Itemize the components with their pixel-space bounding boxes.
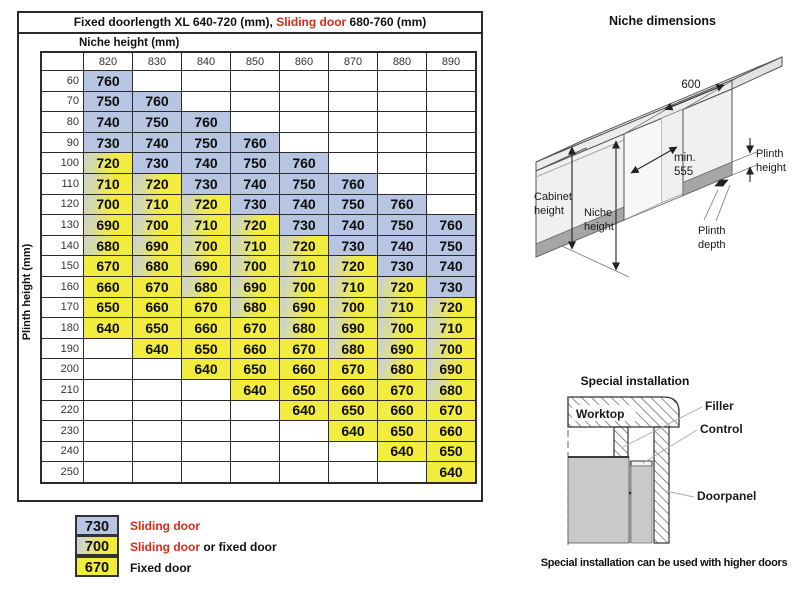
legend-item-both xyxy=(75,536,277,557)
door-length-cell: 660 xyxy=(280,359,329,380)
door-length-cell: 700 xyxy=(329,297,378,318)
row-header: 220 xyxy=(41,400,84,421)
corner-cell xyxy=(41,52,84,71)
row-header: 180 xyxy=(41,318,84,339)
plinth-height-label-1: Plinth xyxy=(756,148,784,160)
door-length-cell: 650 xyxy=(133,318,182,339)
table-row xyxy=(41,153,476,174)
door-length-cell xyxy=(378,132,427,153)
door-length-cell xyxy=(231,91,280,112)
door-length-cell: 710 xyxy=(280,256,329,277)
legend-label-fixed: Fixed door xyxy=(130,560,192,575)
door-length-cell xyxy=(427,91,477,112)
plinth-depth-leader-1 xyxy=(704,190,718,220)
door-length-cell: 750 xyxy=(329,194,378,215)
door-length-cell: 740 xyxy=(133,132,182,153)
door-length-cell xyxy=(378,71,427,92)
door-length-cell xyxy=(231,441,280,462)
door-length-cell: 730 xyxy=(84,132,133,153)
door-length-cell xyxy=(280,421,329,442)
door-length-cell: 710 xyxy=(329,276,378,297)
door-length-cell: 760 xyxy=(231,132,280,153)
door-length-table xyxy=(40,51,477,484)
door-length-cell: 650 xyxy=(378,421,427,442)
door-length-cell xyxy=(378,91,427,112)
column-header: 880 xyxy=(378,52,427,71)
door-length-cell: 750 xyxy=(182,132,231,153)
door-length-cell xyxy=(378,462,427,483)
door-length-cell xyxy=(182,441,231,462)
row-header: 230 xyxy=(41,421,84,442)
door-length-cell: 640 xyxy=(231,379,280,400)
door-length-table-panel xyxy=(17,11,483,502)
door-length-cell xyxy=(231,421,280,442)
column-header: 870 xyxy=(329,52,378,71)
special-installation-diagram xyxy=(545,391,795,547)
door-length-cell: 730 xyxy=(133,153,182,174)
row-header: 80 xyxy=(41,112,84,133)
door-length-cell xyxy=(84,421,133,442)
legend-swatch-both: 700 xyxy=(75,535,119,556)
door-length-cell: 640 xyxy=(378,441,427,462)
door-length-cell xyxy=(378,173,427,194)
door-length-cell: 680 xyxy=(231,297,280,318)
table-title xyxy=(19,13,481,34)
door-length-cell xyxy=(427,153,477,174)
door-length-cell: 720 xyxy=(329,256,378,277)
door-length-cell: 660 xyxy=(329,379,378,400)
door-length-cell xyxy=(133,359,182,380)
door-length-cell: 660 xyxy=(133,297,182,318)
door-length-cell: 760 xyxy=(329,173,378,194)
row-header: 240 xyxy=(41,441,84,462)
legend-label-both: Sliding door or fixed door xyxy=(130,539,277,554)
door-length-cell: 700 xyxy=(378,318,427,339)
door-length-cell: 710 xyxy=(427,318,477,339)
row-header: 210 xyxy=(41,379,84,400)
hinge-dot xyxy=(629,492,632,495)
door-length-cell xyxy=(378,112,427,133)
plinth-height-label-2: height xyxy=(756,162,786,174)
door-length-cell xyxy=(280,462,329,483)
door-length-cell xyxy=(133,400,182,421)
door-length-cell xyxy=(329,71,378,92)
door-table-body xyxy=(41,71,476,483)
table-row xyxy=(41,71,476,92)
door-length-cell xyxy=(182,421,231,442)
door-length-cell: 650 xyxy=(427,441,477,462)
door-length-cell xyxy=(84,379,133,400)
door-length-cell: 680 xyxy=(84,235,133,256)
niche-height-label-2: height xyxy=(584,221,614,233)
niche-height-label-1: Niche xyxy=(584,207,613,219)
table-row xyxy=(41,256,476,277)
row-header: 90 xyxy=(41,132,84,153)
door-length-cell xyxy=(182,462,231,483)
door-length-cell: 710 xyxy=(84,173,133,194)
door-length-cell: 650 xyxy=(231,359,280,380)
door-length-cell: 750 xyxy=(133,112,182,133)
door-length-cell: 720 xyxy=(231,215,280,236)
door-length-cell xyxy=(182,71,231,92)
niche-dimensions-diagram xyxy=(528,30,796,320)
door-length-cell xyxy=(280,91,329,112)
door-length-cell: 720 xyxy=(378,276,427,297)
row-header: 110 xyxy=(41,173,84,194)
door-length-cell: 660 xyxy=(231,338,280,359)
door-length-cell: 650 xyxy=(280,379,329,400)
door-length-cell: 670 xyxy=(84,256,133,277)
table-row xyxy=(41,132,476,153)
row-header: 140 xyxy=(41,235,84,256)
door-length-cell: 640 xyxy=(329,421,378,442)
niche-height-axis-label: Niche height (mm) xyxy=(79,37,180,49)
door-length-cell: 680 xyxy=(378,359,427,380)
door-length-cell: 690 xyxy=(231,276,280,297)
door-length-cell: 740 xyxy=(182,153,231,174)
door-length-cell xyxy=(329,132,378,153)
table-row xyxy=(41,379,476,400)
door-length-cell: 700 xyxy=(280,276,329,297)
worktop-end-face xyxy=(732,57,782,89)
legend-swatch-sliding: 730 xyxy=(75,515,119,536)
door-length-cell: 720 xyxy=(280,235,329,256)
door-length-cell: 660 xyxy=(182,318,231,339)
door-length-cell xyxy=(427,112,477,133)
control-strip xyxy=(631,461,652,466)
special-installation-caption: Special installation can be used with higher doors xyxy=(540,557,788,569)
door-length-cell: 720 xyxy=(427,297,477,318)
door-length-cell: 660 xyxy=(84,276,133,297)
door-length-cell: 670 xyxy=(329,359,378,380)
door-length-cell xyxy=(280,112,329,133)
cabinet-section xyxy=(568,457,629,543)
door-length-cell: 680 xyxy=(280,318,329,339)
column-header: 860 xyxy=(280,52,329,71)
door-length-cell: 690 xyxy=(378,338,427,359)
door-length-cell: 750 xyxy=(231,153,280,174)
column-header: 850 xyxy=(231,52,280,71)
door-length-cell: 720 xyxy=(182,194,231,215)
door-length-cell: 760 xyxy=(378,194,427,215)
door-length-cell: 720 xyxy=(84,153,133,174)
door-length-cell: 730 xyxy=(427,276,477,297)
plinth-height-axis-label: Plinth height (mm) xyxy=(21,243,33,341)
door-length-cell: 730 xyxy=(280,215,329,236)
table-row xyxy=(41,400,476,421)
door-length-cell xyxy=(133,379,182,400)
row-header: 120 xyxy=(41,194,84,215)
door-length-cell xyxy=(427,194,477,215)
door-length-cell: 670 xyxy=(231,318,280,339)
column-header: 820 xyxy=(84,52,133,71)
door-length-cell: 750 xyxy=(84,91,133,112)
door-length-cell: 660 xyxy=(427,421,477,442)
door-length-cell xyxy=(280,71,329,92)
legend-swatch-fixed: 670 xyxy=(75,556,119,577)
table-row xyxy=(41,338,476,359)
door-length-cell: 650 xyxy=(84,297,133,318)
row-header: 60 xyxy=(41,71,84,92)
worktop-label: Worktop xyxy=(576,407,625,421)
title-sliding-door-part: Sliding door xyxy=(276,15,347,29)
door-length-cell xyxy=(378,153,427,174)
table-row xyxy=(41,421,476,442)
door-length-cell: 640 xyxy=(280,400,329,421)
table-row xyxy=(41,359,476,380)
door-length-cell: 740 xyxy=(427,256,477,277)
column-header: 840 xyxy=(182,52,231,71)
door-length-cell: 670 xyxy=(182,297,231,318)
filler-section xyxy=(614,427,628,457)
row-header: 160 xyxy=(41,276,84,297)
legend xyxy=(75,515,277,578)
door-length-cell xyxy=(427,132,477,153)
table-row xyxy=(41,235,476,256)
table-row xyxy=(41,173,476,194)
door-length-cell: 700 xyxy=(182,235,231,256)
door-length-cell: 760 xyxy=(427,215,477,236)
door-length-cell: 730 xyxy=(231,194,280,215)
door-length-cell: 680 xyxy=(427,379,477,400)
legend-label-sliding: Sliding door xyxy=(130,518,200,533)
door-length-cell: 670 xyxy=(133,276,182,297)
inner-panel xyxy=(631,466,652,543)
door-length-cell xyxy=(427,71,477,92)
door-length-cell: 700 xyxy=(133,215,182,236)
door-length-cell: 690 xyxy=(427,359,477,380)
plinth-depth-label-2: depth xyxy=(698,239,726,251)
door-length-cell: 740 xyxy=(280,194,329,215)
door-length-cell xyxy=(182,400,231,421)
cabinet-height-label-1: Cabinet xyxy=(534,191,572,203)
door-length-cell: 740 xyxy=(378,235,427,256)
dim-min-label: min. xyxy=(674,152,696,164)
door-length-cell: 710 xyxy=(378,297,427,318)
door-length-cell: 670 xyxy=(280,338,329,359)
door-length-cell xyxy=(280,132,329,153)
door-length-cell xyxy=(84,400,133,421)
door-length-cell: 690 xyxy=(329,318,378,339)
column-header-row xyxy=(41,52,476,71)
cabinet-height-label-2: height xyxy=(534,205,564,217)
door-length-cell: 660 xyxy=(378,400,427,421)
door-length-cell xyxy=(231,462,280,483)
row-header: 100 xyxy=(41,153,84,174)
door-length-cell: 740 xyxy=(231,173,280,194)
door-length-cell: 680 xyxy=(329,338,378,359)
door-length-cell: 730 xyxy=(182,173,231,194)
table-row xyxy=(41,276,476,297)
door-length-cell: 680 xyxy=(133,256,182,277)
door-length-cell: 710 xyxy=(182,215,231,236)
dim-555-label: 555 xyxy=(674,166,694,178)
door-length-cell: 750 xyxy=(378,215,427,236)
plinth-depth-label-1: Plinth xyxy=(698,225,726,237)
table-row xyxy=(41,441,476,462)
door-length-cell xyxy=(84,462,133,483)
door-length-cell xyxy=(427,173,477,194)
door-length-cell: 670 xyxy=(427,400,477,421)
door-length-cell xyxy=(133,71,182,92)
door-length-cell: 730 xyxy=(378,256,427,277)
door-length-cell: 760 xyxy=(182,112,231,133)
row-header: 130 xyxy=(41,215,84,236)
door-length-cell xyxy=(231,112,280,133)
table-row xyxy=(41,462,476,483)
door-length-cell: 690 xyxy=(133,235,182,256)
door-length-cell: 640 xyxy=(133,338,182,359)
door-length-cell xyxy=(182,379,231,400)
door-length-cell xyxy=(329,91,378,112)
row-header: 200 xyxy=(41,359,84,380)
door-length-cell: 710 xyxy=(231,235,280,256)
door-length-cell: 720 xyxy=(133,173,182,194)
table-row xyxy=(41,215,476,236)
door-length-cell: 640 xyxy=(84,318,133,339)
door-length-cell: 750 xyxy=(427,235,477,256)
door-length-cell xyxy=(84,441,133,462)
table-row xyxy=(41,112,476,133)
door-length-cell: 670 xyxy=(378,379,427,400)
table-row xyxy=(41,91,476,112)
legend-item-sliding xyxy=(75,515,277,536)
title-fixed-door-part: Fixed doorlength XL 640-720 (mm), xyxy=(73,15,277,29)
dim-600-label: 600 xyxy=(681,79,701,91)
door-length-cell xyxy=(84,338,133,359)
door-length-cell: 690 xyxy=(280,297,329,318)
doorpanel-leader xyxy=(666,491,694,497)
door-length-cell xyxy=(133,462,182,483)
niche-dimensions-title: Niche dimensions xyxy=(609,14,716,28)
door-length-cell: 700 xyxy=(427,338,477,359)
filler-label: Filler xyxy=(705,399,734,413)
row-header: 70 xyxy=(41,91,84,112)
door-length-cell xyxy=(182,91,231,112)
table-row xyxy=(41,318,476,339)
door-length-cell: 650 xyxy=(329,400,378,421)
door-length-cell: 740 xyxy=(84,112,133,133)
row-header: 250 xyxy=(41,462,84,483)
doorpanel-label: Doorpanel xyxy=(697,489,757,503)
control-label: Control xyxy=(700,422,743,436)
door-length-cell xyxy=(84,359,133,380)
doorpanel-section xyxy=(654,427,669,543)
door-length-cell xyxy=(329,112,378,133)
door-length-cell xyxy=(133,441,182,462)
door-length-cell: 730 xyxy=(329,235,378,256)
door-length-cell xyxy=(231,71,280,92)
column-header: 890 xyxy=(427,52,477,71)
door-length-cell xyxy=(133,421,182,442)
door-length-cell: 750 xyxy=(280,173,329,194)
door-length-cell: 700 xyxy=(84,194,133,215)
door-length-cell: 640 xyxy=(182,359,231,380)
legend-item-fixed xyxy=(75,557,277,578)
door-length-cell: 680 xyxy=(182,276,231,297)
plinth-height-ext-top xyxy=(732,152,758,163)
door-length-cell: 710 xyxy=(133,194,182,215)
title-sliding-range-part: 680-760 (mm) xyxy=(346,15,427,29)
door-length-cell xyxy=(329,441,378,462)
door-length-cell: 740 xyxy=(329,215,378,236)
row-header: 190 xyxy=(41,338,84,359)
table-row xyxy=(41,194,476,215)
door-length-cell: 760 xyxy=(84,71,133,92)
door-length-cell: 700 xyxy=(231,256,280,277)
door-length-cell xyxy=(280,441,329,462)
table-row xyxy=(41,297,476,318)
control-leader xyxy=(643,430,697,463)
column-header: 830 xyxy=(133,52,182,71)
plinth-height-ext-bottom xyxy=(732,165,758,176)
door-length-cell xyxy=(231,400,280,421)
door-length-cell: 690 xyxy=(84,215,133,236)
door-length-cell: 640 xyxy=(427,462,477,483)
door-length-cell xyxy=(329,462,378,483)
door-length-cell: 650 xyxy=(182,338,231,359)
door-length-cell: 760 xyxy=(133,91,182,112)
row-header: 170 xyxy=(41,297,84,318)
door-length-cell: 690 xyxy=(182,256,231,277)
door-length-cell: 760 xyxy=(280,153,329,174)
row-header: 150 xyxy=(41,256,84,277)
door-length-cell xyxy=(329,153,378,174)
special-installation-title: Special installation xyxy=(580,374,690,388)
niche-height-ext xyxy=(562,246,629,277)
